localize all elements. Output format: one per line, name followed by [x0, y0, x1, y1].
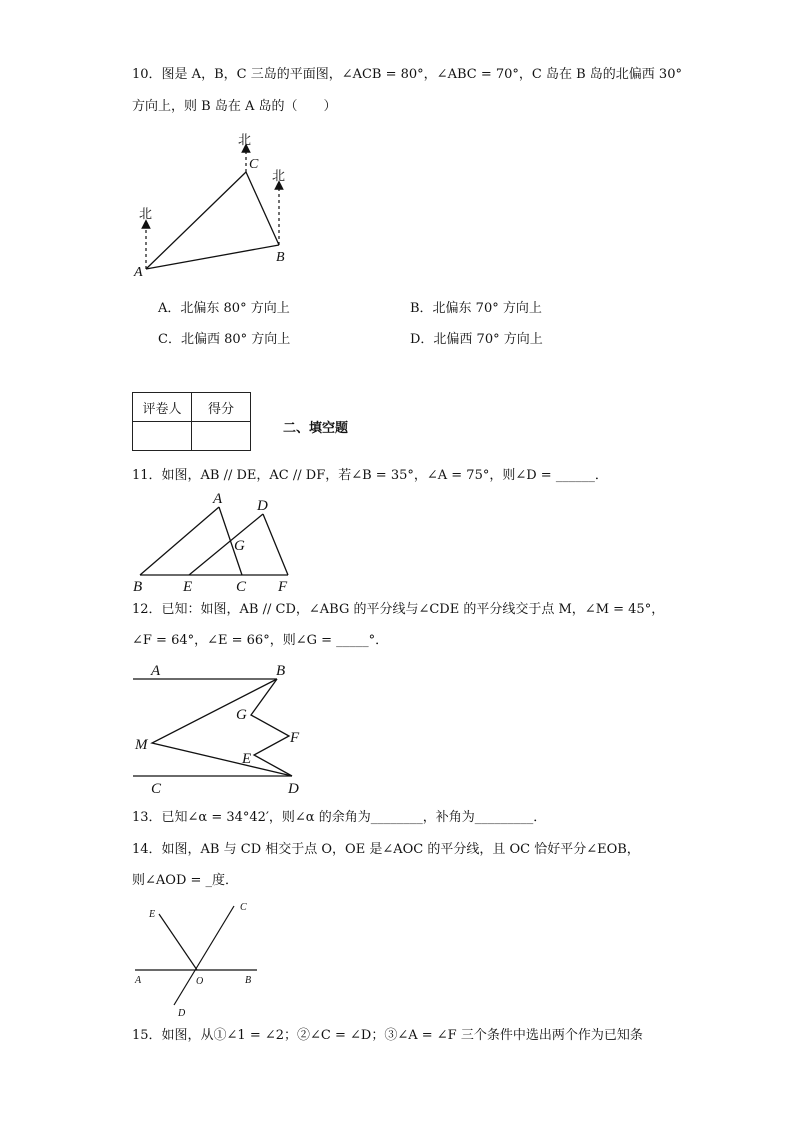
- q11-side-df: [263, 514, 288, 575]
- q10-north-label-a: 北: [139, 207, 153, 222]
- q11-label-g: G: [234, 538, 245, 554]
- q10-text-line1: 10．图是 A，B，C 三岛的平面图，∠ACB = 80°，∠ABC = 70°，C 岛在 B 岛的北偏西 30°: [132, 67, 682, 82]
- q14-label-e: E: [149, 909, 156, 920]
- q11-label-b: B: [133, 579, 143, 595]
- q11-side-ab: [140, 507, 219, 575]
- q12-label-a: A: [151, 663, 161, 679]
- q13-text: 13．已知∠α = 34°42′，则∠α 的余角为________，补角为_________．: [132, 810, 547, 825]
- q12-figure: [130, 658, 310, 798]
- q10-side-ac: [146, 172, 246, 269]
- q12-label-g: G: [236, 707, 247, 723]
- q10-option-d[interactable]: D．北偏西 70° 方向上: [410, 332, 543, 347]
- q10-north-label-b: 北: [272, 169, 286, 184]
- q14-label-d: D: [178, 1008, 186, 1019]
- q12-label-d: D: [288, 781, 299, 797]
- section2-title: 二、填空题: [283, 421, 349, 436]
- q10-label-c: C: [249, 157, 259, 172]
- q12-zigzag-gfe: [251, 679, 292, 776]
- q14-label-o: O: [196, 976, 204, 987]
- q10-option-c[interactable]: C．北偏西 80° 方向上: [158, 332, 291, 347]
- q11-label-a: A: [213, 491, 223, 507]
- score-table-grader-header: 评卷人: [133, 393, 192, 422]
- q12-label-b: B: [276, 663, 286, 679]
- q14-ray-oe: [159, 914, 197, 970]
- q12-text-line1: 12．已知：如图，AB // CD，∠ABG 的平分线与∠CDE 的平分线交于点 M，∠M = 45°，: [132, 602, 665, 617]
- q12-bisectors-m: [152, 679, 292, 776]
- q12-label-m: M: [135, 737, 148, 753]
- score-table-grader-cell[interactable]: [133, 422, 192, 451]
- q11-label-e: E: [183, 579, 193, 595]
- q14-text-line1: 14．如图，AB 与 CD 相交于点 O，OE 是∠AOC 的平分线，且 OC 恰好平分∠EOB，: [132, 842, 640, 857]
- q14-label-a: A: [135, 975, 142, 986]
- q14-figure: [130, 898, 265, 1020]
- q12-label-e: E: [242, 751, 252, 767]
- score-table-score-header: 得分: [192, 393, 251, 422]
- q14-label-c: C: [240, 902, 247, 913]
- q11-label-d: D: [257, 498, 268, 514]
- q11-text: 11．如图，AB // DE，AC // DF，若∠B = 35°，∠A = 75°，则∠D = ______．: [132, 468, 608, 483]
- q11-label-f: F: [278, 579, 288, 595]
- q10-option-b[interactable]: B．北偏东 70° 方向上: [410, 301, 542, 316]
- q11-label-c: C: [236, 579, 247, 595]
- q10-option-a[interactable]: A．北偏东 80° 方向上: [158, 301, 290, 316]
- q14-text-line2: 则∠AOD = _度．: [132, 873, 239, 888]
- q14-line-cd: [174, 906, 234, 1005]
- q10-text-line2: 方向上，则 B 岛在 A 岛的（ ）: [132, 99, 337, 114]
- q10-label-a: A: [134, 265, 143, 278]
- q12-text-line2: ∠F = 64°，∠E = 66°，则∠G = _____°．: [132, 633, 389, 648]
- score-table: [132, 392, 251, 451]
- q10-figure: [130, 128, 300, 278]
- q12-label-c: C: [151, 781, 162, 797]
- score-table-score-cell[interactable]: [192, 422, 251, 451]
- q12-label-f: F: [290, 730, 300, 746]
- q10-label-b: B: [276, 250, 285, 265]
- q14-label-b: B: [245, 975, 252, 986]
- q10-north-label-c: 北: [238, 133, 252, 148]
- q11-figure: [130, 490, 300, 596]
- q15-text: 15．如图，从①∠1 = ∠2；②∠C = ∠D；③∠A = ∠F 三个条件中选出两个作为已知条: [132, 1028, 643, 1043]
- q10-side-ab: [146, 245, 279, 269]
